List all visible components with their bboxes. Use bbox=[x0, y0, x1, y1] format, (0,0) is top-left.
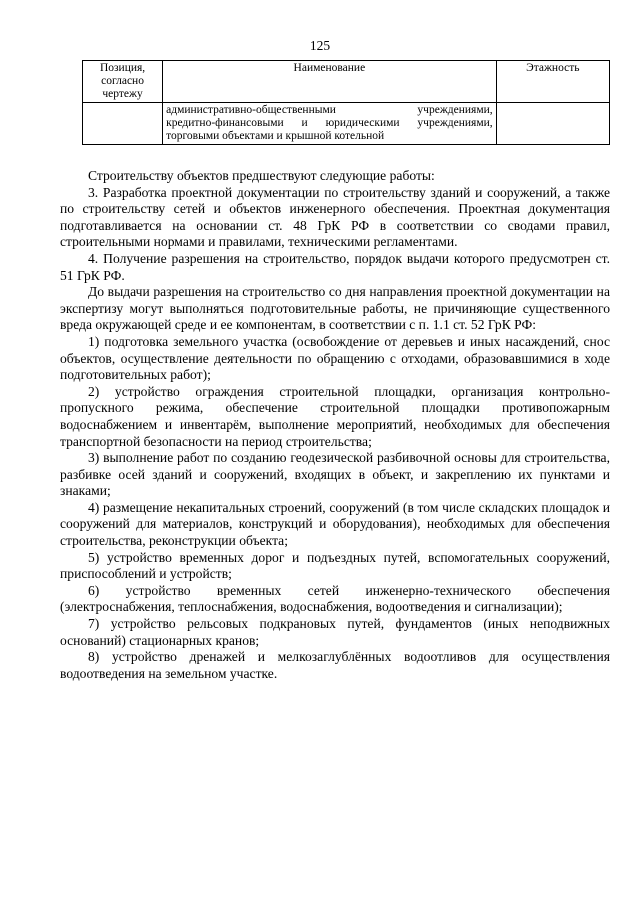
cell-floors bbox=[496, 103, 609, 145]
paragraph-prep-5: 5) устройство временных дорог и подъездных путей, вспомогательных сооружений, приспособлений и устройств; bbox=[60, 549, 610, 582]
cell-name-line: торговыми объектами и крышной котельной bbox=[166, 130, 385, 142]
paragraph-prep-2: 2) устройство ограждения строительной площадки, организация контрольно-пропускного режима, обеспечение строительной площадки противопожарным водоснабжением и инвентарём, выполнение мероприятий, необходимых для обеспечения транспортной безопасности на период строительства; bbox=[60, 383, 610, 449]
cell-name-line: административно-общественными учреждениями, bbox=[166, 104, 493, 116]
header-position: Позиция, согласно чертежу bbox=[83, 61, 163, 103]
cell-name bbox=[163, 103, 497, 145]
paragraph-prep-works: До выдачи разрешения на строительство со дня направления проектной документации на экспертизу могут выполняться подготовительные работы, не причиняющие существенного вреда окружающей среде и ее компонентам, в соответствии с п. 1.1 ст. 52 ГрК РФ: bbox=[60, 284, 610, 333]
paragraph-item-3: 3. Разработка проектной документации по строительству зданий и сооружений, а также по строительству сетей и объектов инженерного обеспечения. Проектная документация подготавливается на основании ст. 48 ГрК РФ в соответствии со сводами правил, строительными нормами и правилами, техническими регламентами. bbox=[60, 184, 610, 250]
page-number: 125 bbox=[309, 38, 331, 53]
paragraph-prep-1: 1) подготовка земельного участка (освобождение от деревьев и иных насаждений, снос объектов, осуществление деятельности по обращению с отходами, образовавшимися в ходе подготовительных работ); bbox=[60, 333, 610, 383]
paragraph-intro: Строительству объектов предшествуют следующие работы: bbox=[88, 168, 435, 183]
paragraph-prep-4: 4) размещение некапитальных строений, сооружений (в том числе складских площадок и сооружений для материалов, конструкций и оборудования), необходимых для обеспечения строительства, реконструкции объекта; bbox=[60, 499, 610, 549]
paragraph-prep-8: 8) устройство дренажей и мелкозаглублённых водоотливов для осуществления водоотведения на земельном участке. bbox=[60, 649, 610, 681]
objects-table bbox=[82, 60, 610, 145]
cell-position bbox=[83, 103, 163, 145]
paragraph-prep-3: 3) выполнение работ по созданию геодезической разбивочной основы для строительства, разбивке осей зданий и сооружений, входящих в объект, и закреплению их пунктами и знаками; bbox=[60, 450, 610, 499]
header-floors: Этажность bbox=[496, 61, 609, 103]
table-header-row bbox=[83, 61, 610, 103]
cell-name-line: кредитно-финансовыми и юридическими учреждениями, bbox=[166, 117, 493, 129]
paragraph-prep-7: 7) устройство рельсовых подкрановых путей, фундаментов (иных неподвижных оснований) стационарных кранов; bbox=[60, 616, 610, 648]
table-row bbox=[83, 103, 610, 145]
header-name: Наименование bbox=[163, 61, 497, 103]
paragraph-item-4: 4. Получение разрешения на строительство, порядок выдачи которого предусмотрен ст. 51 ГрК РФ. bbox=[60, 250, 610, 283]
paragraph-prep-6: 6) устройство временных сетей инженерно-технического обеспечения (электроснабжения, теплоснабжения, водоснабжения, водоотведения и сигнализации); bbox=[60, 582, 610, 615]
body-text bbox=[60, 168, 610, 682]
